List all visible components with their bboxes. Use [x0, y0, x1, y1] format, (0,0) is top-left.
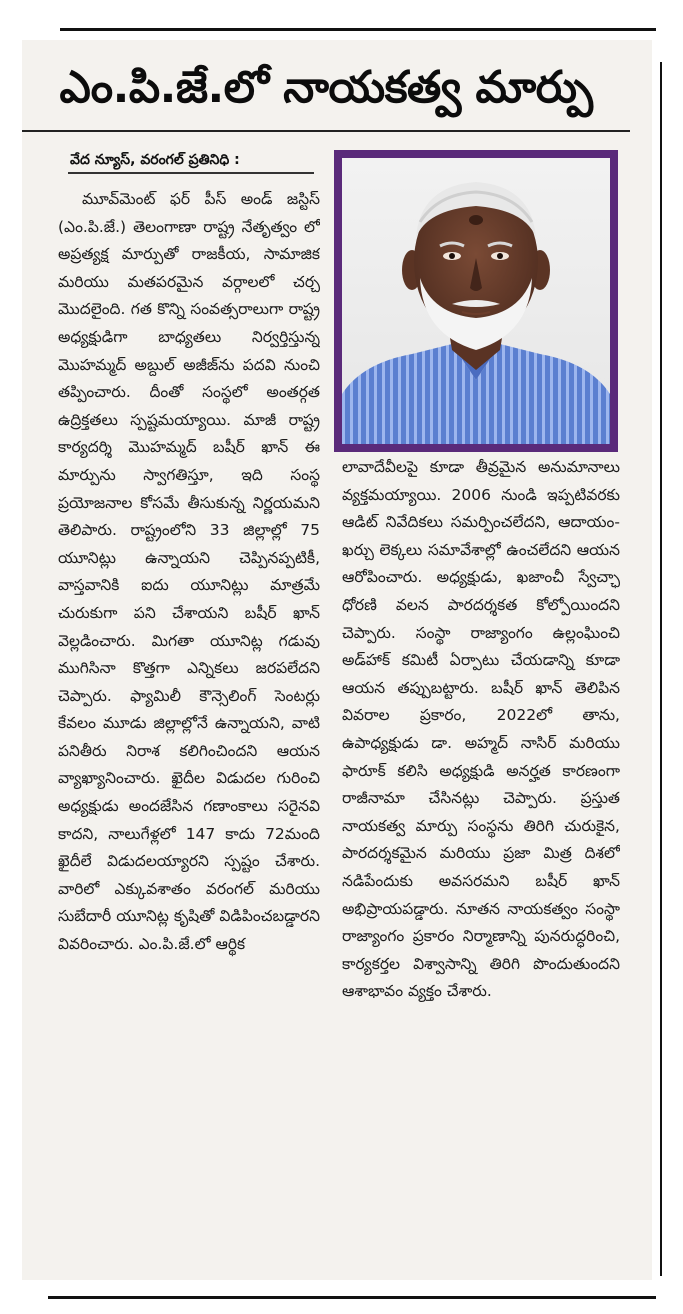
byline-divider [68, 172, 314, 174]
portrait-photo [334, 150, 618, 452]
article-column-right: లావాదేవీలపై కూడా తీవ్రమైన అనుమానాలు వ్యక్తమయ్యాయి. 2006 నుండి ఇప్పటివరకు ఆడిట్ నివేదికలు సమర్పించలేదని, ఆదాయం-ఖర్చు లెక్కలు సమావేశాల్లో ఉంచలేదని ఆయన ఆరోపించారు. అధ్యక్షుడు, ఖజాంచీ స్వేచ్ఛా ధోరణి వలన పారదర్శకత కోల్పోయిందని చెప్పారు. సంస్థా రాజ్యాంగం ఉల్లంఘించి అడ్‌హాక్ కమిటీ ఏర్పాటు చేయడాన్ని కూడా ఆయన తప్పుబట్టారు. బషీర్ ఖాన్ తెలిపిన వివరాల ప్రకారం, 2022లో తాను, ఉపాధ్యక్షుడు డా. అహ్మద్ నాసిర్ మరియు ఫారూక్ కలిసి అధ్యక్షుడి అనర్హత కారణంగా రాజీనామా చేసినట్లు చెప్పారు. ప్రస్తుత నాయకత్వ మార్పు సంస్థను తిరిగి చురుకైన, పారదర్శకమైన మరియు ప్రజా మిత్ర దిశలో నడిపేందుకు అవసరమని బషీర్ ఖాన్ అభిప్రాయపడ్డారు. నూతన నాయకత్వం సంస్థా రాజ్యాంగం ప్రకారం నిర్మాణాన్ని పునరుద్ధరించి, కార్యకర్తల విశ్వాసాన్ని తిరిగి పొందుతుందని ఆశాభావం వ్యక్తం చేశారు. [342, 458, 620, 1001]
headline: ఎం.పి.జే.లో నాయకత్వ మార్పు [59, 62, 593, 113]
headline-divider [22, 130, 630, 132]
byline: వేద న్యూస్, వరంగల్ ప్రతినిధి : [70, 152, 240, 168]
bottom-rule [48, 1296, 656, 1299]
top-rule [60, 28, 656, 31]
right-margin-rule [660, 62, 662, 1276]
article-column-left: మూవ్‌మెంట్ ఫర్ పీస్ అండ్ జస్టిస్ (ఎం.పి.జే.) తెలంగాణా రాష్ట్ర నేతృత్వం లో అప్రత్యక్ష మార్పుతో రాజకీయ, సామాజిక మరియు మతపరమైన వర్గాలలో చర్చ మొదలైంది. గత కొన్ని సంవత్సరాలుగా రాష్ట్ర అధ్యక్షుడిగా బాధ్యతలు నిర్వర్తిస్తున్న మొహమ్మద్ అబ్దుల్ అజీజ్‌ను పదవి నుంచి తప్పించారు. దీంతో సంస్థలో అంతర్గత ఉద్రిక్తతలు స్పష్టమయ్యాయి. మాజీ రాష్ట్ర కార్యదర్శి మొహమ్మద్ బషీర్ ఖాన్ ఈ మార్పును స్వాగతిస్తూ, ఇది సంస్థ ప్రయోజనాల కోసమే తీసుకున్న నిర్ణయమని తెలిపారు. రాష్ట్రంలోని 33 జిల్లాల్లో 75 యూనిట్లు ఉన్నాయని చెప్పినప్పటికీ, వాస్తవానికి ఐదు యూనిట్లు మాత్రమే చురుకుగా పని చేశాయని బషీర్ ఖాన్ వెల్లడించారు. మిగతా యూనిట్ల గడువు ముగిసినా కొత్తగా ఎన్నికలు జరపలేదని చెప్పారు. ఫ్యామిలీ కౌన్సెలింగ్ సెంటర్లు కేవలం మూడు జిల్లాల్లోనే ఉన్నాయని, వాటి పనితీరు నిరాశ కలిగించిందని ఆయన వ్యాఖ్యానించారు. ఖైదీల విడుదల గురించి అధ్యక్షుడు అందజేసిన గణాంకాలు సరైనవి కాదని, నాలుగేళ్లలో 147 కాదు 72మంది ఖైదీలే విడుదలయ్యారని స్పష్టం చేశారు. వారిలో ఎక్కువశాతం వరంగల్ మరియు సుబేదారీ యూనిట్ల కృషితో విడిపించబడ్డారని వివరించారు. ఎం.పి.జే.లో ఆర్థిక [58, 190, 320, 954]
portrait-image [342, 158, 610, 444]
